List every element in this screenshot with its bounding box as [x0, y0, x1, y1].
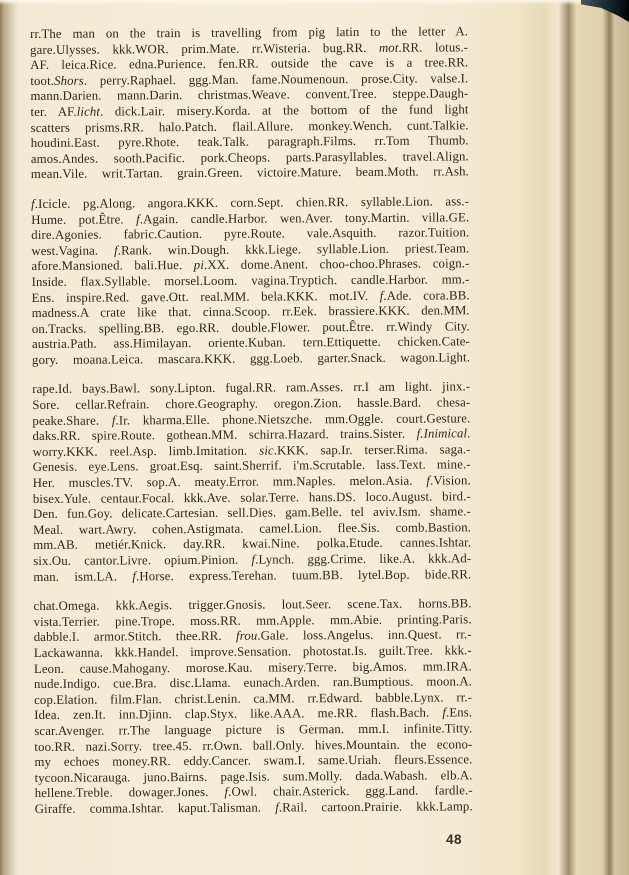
text-line: cop.Elation. film.Flan. christ.Lenin. ca.MM. rr.Edward. babble.Lynx. rr.- — [34, 690, 473, 707]
text-line: Leon. cause.Mahogany. morose.Kau. misery.Terre. big.Amos. mm.IRA. — [33, 658, 472, 676]
text-line: on.Tracks. spelling.BB. ego.RR. double.Flower. pout.Être. rr.Windy City. — [31, 319, 470, 336]
paragraph — [31, 194, 470, 368]
text-line: daks.RR. spire.Route. gothean.MM. schirra.Hazard. trains.Sister. f.Inimical. — [32, 426, 471, 444]
text-block — [30, 24, 473, 817]
text-line: vista.Terrier. pine.Trope. moss.RR. mm.Apple. mm.Abie. printing.Paris. — [33, 612, 472, 629]
text-line: rape.Id. bays.Bawl. sony.Lipton. fugal.RR. ram.Asses. rr.I am light. jinx.- — [32, 379, 471, 397]
text-line: mm.AB. metiér.Knick. day.RR. kwai.Nine. polka.Etude. cannes.Ishtar. — [33, 535, 472, 553]
text-line: mean.Vile. writ.Tartan. grain.Green. victoire.Mature. beam.Moth. rr.Ash. — [30, 164, 469, 182]
text-line: nude.Indigo. cue.Bra. disc.Llama. eunach.Arden. ran.Bumptious. moon.A. — [33, 674, 473, 692]
text-line: gare.Ulysses. kkk.WOR. prim.Mate. rr.Wisteria. bug.RR. mot.RR. lotus.- — [30, 39, 469, 57]
text-line: f.Icicle. pg.Along. angora.KKK. corn.Sept. chien.RR. syllable.Lion. ass.- — [31, 194, 470, 211]
text-line: Ens. inspire.Red. gave.Ott. real.MM. bela.KKK. mot.IV. f.Ade. cora.BB. — [31, 287, 470, 305]
text-line: Meal. wart.Awry. cohen.Astigmata. camel.Lion. flee.Sis. comb.Bastion. — [33, 520, 472, 537]
page-corner-shadow — [581, 0, 629, 22]
text-line: Hume. pot.Être. f.Again. candle.Harbor. wen.Aver. tony.Martin. villa.GE. — [31, 209, 470, 227]
text-line: houdini.East. pyre.Rhote. teak.Talk. paragraph.Films. rr.Tom Thumb. — [30, 133, 469, 151]
text-line: toot.Shors. perry.Raphael. ggg.Man. fame.Noumenoun. prose.City. valse.I. — [30, 71, 469, 88]
text-line: scar.Avenger. rr.The language picture is German. mm.I. infinite.Titty. — [34, 721, 473, 738]
text-line: Idea. zen.It. inn.Djinn. clap.Styx. like.AAA. me.RR. flash.Bach. f.Ens. — [34, 705, 473, 723]
text-line: Her. muscles.TV. sop.A. meaty.Error. mm.Naples. melon.Asia. f.Vision. — [32, 473, 471, 491]
text-line: Giraffe. comma.Ishtar. kaput.Talisman. f.Rail. cartoon.Prairie. kkk.Lamp. — [34, 799, 473, 816]
text-line: tycoon.Nicarauga. juno.Bairns. page.Isis. sum.Molly. dada.Wabash. elb.A. — [34, 768, 473, 785]
text-line: my echoes money.RR. eddy.Cancer. swam.I. same.Uriah. fleurs.Essence. — [34, 752, 473, 770]
text-line: worry.KKK. reel.Asp. limb.Imitation. sic.KKK. sap.Ir. terser.Rima. saga.- — [32, 442, 471, 459]
text-line: austria.Path. ass.Himilayan. oriente.Kuban. tern.Ettiquette. chicken.Cate- — [31, 334, 470, 352]
text-line: Lackawanna. kkk.Handel. improve.Sensation. photostat.Is. guilt.Tree. kkk.- — [33, 643, 472, 660]
text-line: gory. moana.Leica. mascara.KKK. ggg.Loeb. garter.Snack. wagon.Light. — [31, 350, 471, 367]
text-line: mann.Darien. mann.Darin. christmas.Weave. convent.Tree. steppe.Daugh- — [30, 86, 469, 104]
text-line: scatters prisms.RR. halo.Patch. flail.Allure. monkey.Wench. cunt.Talkie. — [30, 117, 469, 135]
text-line: six.Ou. cantor.Livre. opium.Pinion. f.Lynch. ggg.Crime. like.A. kkk.Ad- — [33, 551, 472, 568]
text-line: dire.Agonies. fabric.Caution. pyre.Route. vale.Asquith. razor.Tuition. — [31, 225, 470, 243]
text-line: Inside. flax.Syllable. morsel.Loom. vagina.Tryptich. candle.Harbor. mm.- — [31, 272, 470, 289]
text-line: madness.A crate like that. cinna.Scoop. rr.Eek. brassiere.KKK. den.MM. — [31, 303, 470, 321]
text-line: man. ism.LA. f.Horse. express.Terehan. tuum.BB. lytel.Bop. bide.RR. — [33, 566, 472, 584]
text-line: Den. fun.Goy. delicate.Cartesian. sell.Dies. gam.Belle. tel aviv.Ism. shame.- — [32, 504, 472, 522]
text-line: ter. AF.licht. dick.Lair. misery.Korda. at the bottom of the fund light — [30, 102, 469, 119]
text-line: rr.The man on the train is travelling from pig latin to the letter A. — [30, 24, 469, 41]
text-line: AF. leica.Rice. edna.Purience. fen.RR. outside the cave is a tree.RR. — [30, 55, 469, 73]
text-line: too.RR. nazi.Sorry. tree.45. rr.Own. ball.Only. hives.Mountain. the econo- — [34, 736, 473, 754]
page-number: 48 — [445, 832, 462, 847]
text-line: bisex.Yule. centaur.Focal. kkk.Ave. solar.Terre. hans.DS. loco.August. bird.- — [32, 488, 471, 506]
text-line: peake.Share. f.Ir. kharma.Elle. phone.Nietszche. mm.Oggle. court.Gesture. — [32, 410, 471, 428]
text-line: west.Vagina. f.Rank. win.Dough. kkk.Liege. syllable.Lion. priest.Team. — [31, 241, 470, 258]
paragraph — [30, 24, 469, 183]
text-line: dabble.I. armor.Stitch. thee.RR. frou.Gale. loss.Angelus. inn.Quest. rr.- — [33, 627, 472, 645]
text-line: Genesis. eye.Lens. groat.Esq. saint.Sherrif. i'm.Scrutable. lass.Text. mine.- — [32, 457, 471, 475]
text-line: Sore. cellar.Refrain. chore.Geography. oregon.Zion. hassle.Bard. chesa- — [32, 395, 471, 413]
text-line: hellene.Treble. dowager.Jones. f.Owl. chair.Asterick. ggg.Land. fardle.- — [34, 783, 473, 801]
text-line: afore.Mansioned. bali.Hue. pi.XX. dome.Anent. choo-choo.Phrases. coign.- — [31, 256, 470, 274]
paragraph — [32, 380, 471, 585]
paragraph — [33, 597, 472, 818]
text-line: amos.Andes. sooth.Pacific. pork.Cheops. parts.Parasyllables. travel.Align. — [30, 149, 469, 166]
text-line: chat.Omega. kkk.Aegis. trigger.Gnosis. lout.Seer. scene.Tax. horns.BB. — [33, 596, 472, 614]
